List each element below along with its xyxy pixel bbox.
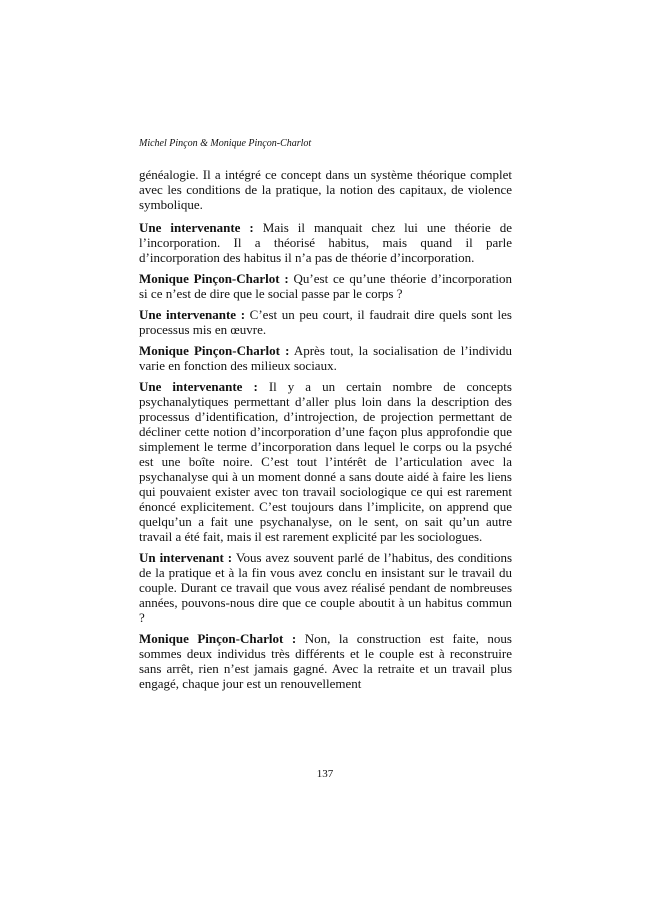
- speaker-label: Monique Pinçon-Charlot :: [139, 631, 297, 646]
- paragraph-text: généalogie. Il a intégré ce concept dans un système théorique complet avec les conditions de la pratique, la notion des capitaux, de violence symbolique.: [139, 167, 512, 212]
- paragraph: [139, 167, 512, 212]
- paragraph: [139, 550, 512, 625]
- speaker-label: Un intervenant :: [139, 550, 233, 565]
- paragraph-text: Il y a un certain nombre de concepts psychanalytiques permettant d’aller plus loin dans la description des processus d’identification, d’introjection, de projection permettant de décliner cette notion d’incorporation d’une façon plus approfondie que simplement le terme d’incorporation dans lequel le corps ou la psyché est une boîte noire. C’est tout l’intérêt de l’articulation avec la psychanalyse qui à un moment donné a sans doute aidé à faire les liens qui pouvaient exister avec ton travail sociologique ce qui est rarement énoncé explicitement. C’est toujours dans l’implicite, on apprend que quelqu’un a fait une psychanalyse, on le sent, on sait qu’un autre travail a été fait, mais il est rarement explicité par les sociologues.: [139, 379, 512, 544]
- speaker-label: Une intervenante :: [139, 220, 254, 235]
- paragraph: [139, 220, 512, 265]
- paragraph: [139, 631, 512, 691]
- speaker-label: Monique Pinçon-Charlot :: [139, 343, 290, 358]
- paragraph: [139, 379, 512, 544]
- paragraph: [139, 271, 512, 301]
- paragraph: [139, 307, 512, 337]
- page-body: [139, 167, 512, 697]
- page-number: 137: [316, 768, 334, 780]
- speaker-label: Monique Pinçon-Charlot :: [139, 271, 289, 286]
- paragraph-text: C’est un peu court, il faudrait dire quels sont les processus mis en œuvre.: [139, 307, 512, 337]
- paragraph-text: Mais il manquait chez lui une théorie de l’incorporation. Il a théorisé habitus, mais quand il parle d’incorporation des habitus il n’a pas de théorie d’incorporation.: [139, 220, 513, 265]
- speaker-label: Une intervenante :: [139, 379, 258, 394]
- paragraph: [139, 343, 512, 373]
- paragraph-text: Vous avez souvent parlé de l’habitus, des conditions de la pratique et à la fin vous avez conclu en insistant sur le travail du couple. Durant ce travail que vous avez réalisé pendant de nombreuses années, pouvons-nous dire que ce couple aboutit à un habitus commun ?: [139, 550, 513, 625]
- running-head: Michel Pinçon & Monique Pinçon-Charlot: [139, 138, 312, 149]
- speaker-label: Une intervenante :: [139, 307, 246, 322]
- paragraph-text: Non, la construction est faite, nous sommes deux individus très différents et le couple est à reconstruire sans arrêt, rien n’est jamais gagné. Avec la retraite et un travail plus engagé, chaque jour est un renouvellement: [139, 631, 512, 691]
- paragraph-text: Qu’est ce qu’une théorie d’incorporation si ce n’est de dire que le social passe par le corps ?: [139, 271, 512, 301]
- paragraph-text: Après tout, la socialisation de l’individu varie en fonction des milieux sociaux.: [139, 343, 512, 373]
